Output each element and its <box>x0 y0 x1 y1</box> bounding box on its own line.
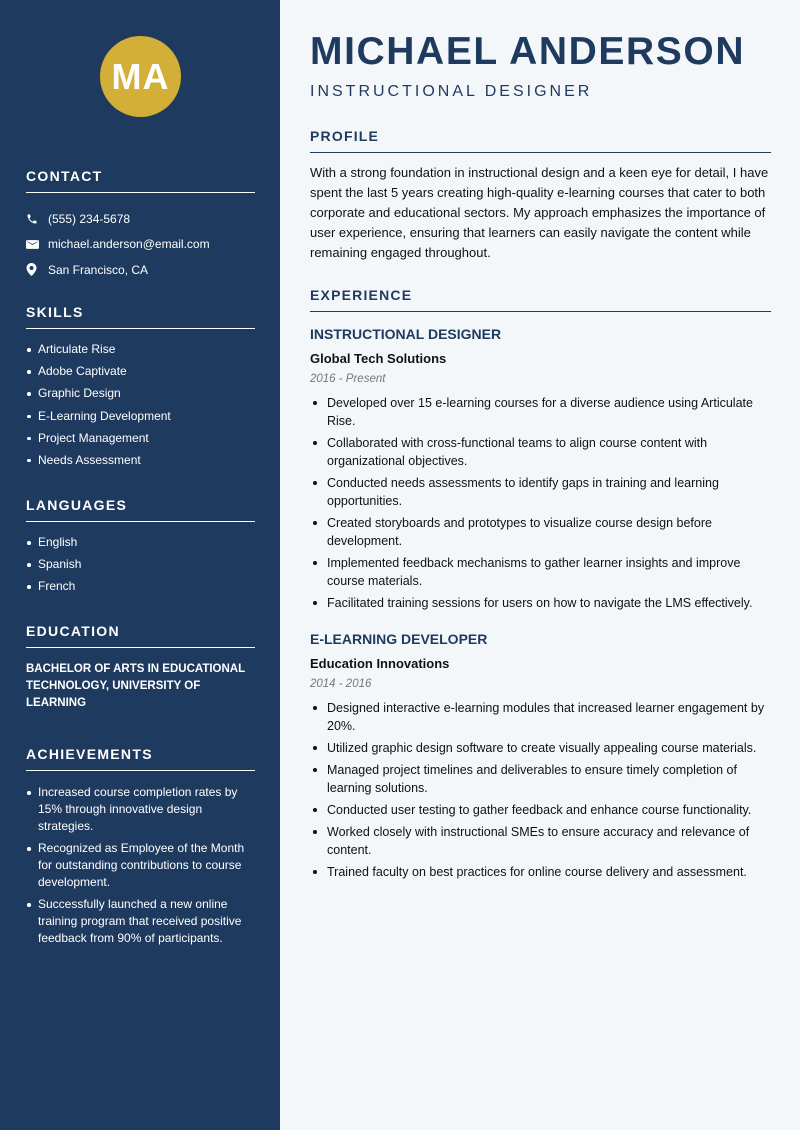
contact-section <box>26 168 255 283</box>
job-bullet: Utilized graphic design software to create visually appealing course materials. <box>310 739 771 757</box>
skill-item: Needs Assessment <box>26 453 255 468</box>
experience-heading: EXPERIENCE <box>310 287 771 312</box>
sidebar <box>0 0 280 1130</box>
job-entry <box>310 631 771 885</box>
job-bullets <box>310 699 771 881</box>
profile-heading: PROFILE <box>310 128 771 153</box>
email-text: michael.anderson@email.com <box>48 237 210 252</box>
job-title: INSTRUCTIONAL DESIGNER <box>310 83 593 100</box>
location-pin-icon <box>26 263 48 276</box>
job-bullet: Worked closely with instructional SMEs to ensure accuracy and relevance of content. <box>310 823 771 859</box>
education-degree: BACHELOR OF ARTS IN EDUCATIONAL TECHNOLOGY, UNIVERSITY OF LEARNING <box>26 663 245 709</box>
job-bullet: Designed interactive e-learning modules that increased learner engagement by 20%. <box>310 699 771 735</box>
job-bullet: Implemented feedback mechanisms to gather learner insights and improve course materials. <box>310 554 771 590</box>
job-bullet: Facilitated training sessions for users on how to navigate the LMS effectively. <box>310 594 771 612</box>
languages-list <box>26 535 255 594</box>
achievements-section <box>26 746 255 952</box>
skills-heading: SKILLS <box>26 304 255 329</box>
languages-heading: LANGUAGES <box>26 497 255 522</box>
job-bullet: Developed over 15 e-learning courses for a diverse audience using Articulate Rise. <box>310 394 771 430</box>
profile-text: With a strong foundation in instructional design and a keen eye for detail, I have spent the last 5 years creating high-quality e-learning courses that cater to both corporate and educational sectors. My approach emphasizes the importance of user experience, ensuring that learners can easily navigate the content while remaining engaged throughout. <box>310 165 769 260</box>
achievements-heading: ACHIEVEMENTS <box>26 746 255 771</box>
skill-item: Graphic Design <box>26 386 255 401</box>
language-item: English <box>26 535 255 550</box>
job-bullets <box>310 394 771 612</box>
achievement-item: Increased course completion rates by 15% through innovative design strategies. <box>26 784 255 835</box>
language-item: French <box>26 579 255 594</box>
location-text: San Francisco, CA <box>48 262 149 277</box>
skill-item: Project Management <box>26 431 255 446</box>
job-bullet: Conducted needs assessments to identify gaps in training and learning opportunities. <box>310 474 771 510</box>
skill-item: Articulate Rise <box>26 342 255 357</box>
job-bullet: Managed project timelines and deliverables to ensure timely completion of learning solutions. <box>310 761 771 797</box>
job-bullet: Collaborated with cross-functional teams to align course content with organizational objectives. <box>310 434 771 470</box>
education-section <box>26 623 255 712</box>
job-bullet: Trained faculty on best practices for online course delivery and assessment. <box>310 863 771 881</box>
contact-phone <box>26 206 255 232</box>
education-heading: EDUCATION <box>26 623 255 648</box>
job-dates: 2014 - 2016 <box>310 678 372 690</box>
language-item: Spanish <box>26 557 255 572</box>
contact-location <box>26 257 255 283</box>
full-name: MICHAEL ANDERSON <box>310 30 746 73</box>
job-role: E-LEARNING DEVELOPER <box>310 631 488 647</box>
skills-section <box>26 304 255 475</box>
job-bullet: Conducted user testing to gather feedback and enhance course functionality. <box>310 801 771 819</box>
phone-text: (555) 234-5678 <box>48 211 131 226</box>
phone-icon <box>26 213 48 225</box>
contact-heading: CONTACT <box>26 168 255 193</box>
contact-email <box>26 232 255 258</box>
achievements-list <box>26 784 255 947</box>
achievement-item: Successfully launched a new online training program that received positive feedback from 90% of participants. <box>26 896 255 947</box>
job-company: Global Tech Solutions <box>310 351 447 366</box>
skill-item: Adobe Captivate <box>26 364 255 379</box>
skill-item: E-Learning Development <box>26 409 255 424</box>
job-role: INSTRUCTIONAL DESIGNER <box>310 326 502 342</box>
avatar: MA <box>100 36 181 117</box>
email-icon <box>26 239 48 250</box>
skills-list <box>26 342 255 468</box>
languages-section <box>26 497 255 602</box>
job-entry <box>310 326 771 616</box>
job-company: Education Innovations <box>310 656 450 671</box>
job-bullet: Created storyboards and prototypes to visualize course design before development. <box>310 514 771 550</box>
achievement-item: Recognized as Employee of the Month for outstanding contributions to course development. <box>26 840 255 891</box>
job-dates: 2016 - Present <box>310 373 386 385</box>
